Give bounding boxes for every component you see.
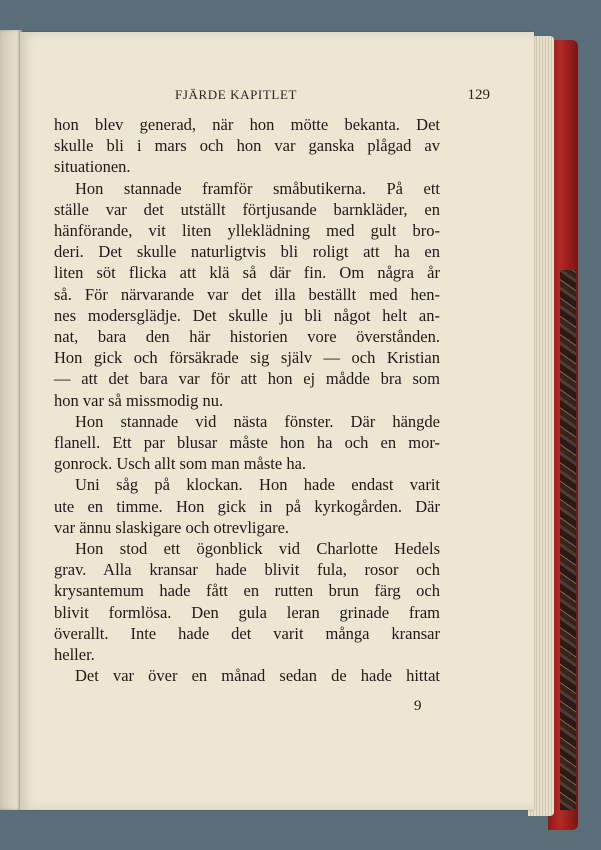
text-line: ställe var det utställt förtjusande barnkläder, en [54, 199, 440, 219]
text-line: överallt. Inte hade det varit många kransar [54, 623, 440, 643]
text-line: liten söt flicka att klä så där fin. Om några år [54, 263, 440, 283]
text-line: — att det bara var för att hon ej mådde bra som [54, 369, 440, 389]
text-line: skulle bli i mars och hon var ganska plågad av [54, 136, 440, 156]
text-line: Hon stannade vid nästa fönster. Där hängde [75, 411, 440, 431]
text-line: Hon stannade framför småbutikerna. På ett [75, 178, 440, 198]
text-line: blivit formlösa. Den gula leran grinade fram [54, 602, 440, 622]
text-line: flanell. Ett par blusar måste hon ha och en mor- [54, 433, 440, 453]
text-line: situationen. [54, 157, 131, 177]
text-line: hon var så missmodig nu. [54, 390, 224, 410]
text-line: nat, bara den här historien vore överstånden. [54, 327, 440, 347]
text-line: hon blev generad, när hon mötte bekanta. Det [54, 115, 440, 134]
text-line: hänförande, vit liten ylleklädning med gult bro- [54, 221, 440, 241]
marbled-endpaper [560, 270, 576, 810]
text-line: grav. Alla kransar hade blivit fula, rosor och [54, 560, 440, 580]
text-line: Hon stod ett ögonblick vid Charlotte Hedels [75, 539, 440, 559]
text-line: krysantemum hade fått en rutten brun färg och [54, 581, 440, 601]
text-line: ute en timme. Hon gick in på kyrkogården. Där [54, 496, 440, 516]
text-line: var ännu slaskigare och otrevligare. [54, 517, 290, 537]
text-line: Uni såg på klockan. Hon hade endast varit [75, 475, 440, 495]
text-line: nes modersglädje. Det skulle ju bli något helt an- [54, 305, 440, 325]
text-line: Hon gick och försäkrade sig själv — och Kristian [54, 348, 440, 368]
text-line: deri. Det skulle naturligtvis bli roligt att ha en [54, 242, 440, 262]
text-line: så. För närvarande var det illa beställt med hen- [54, 284, 440, 304]
signature-mark: 9 [414, 698, 422, 714]
text-line: gonrock. Usch allt som man måste ha. [54, 454, 307, 474]
page-number: 129 [467, 87, 490, 103]
text-line: heller. [54, 645, 95, 665]
text-line: Det var över en månad sedan de hade hittat [75, 666, 440, 686]
body-text [54, 114, 440, 686]
left-page-edge [0, 30, 22, 810]
chapter-title: FJÄRDE KAPITLET [175, 87, 298, 102]
